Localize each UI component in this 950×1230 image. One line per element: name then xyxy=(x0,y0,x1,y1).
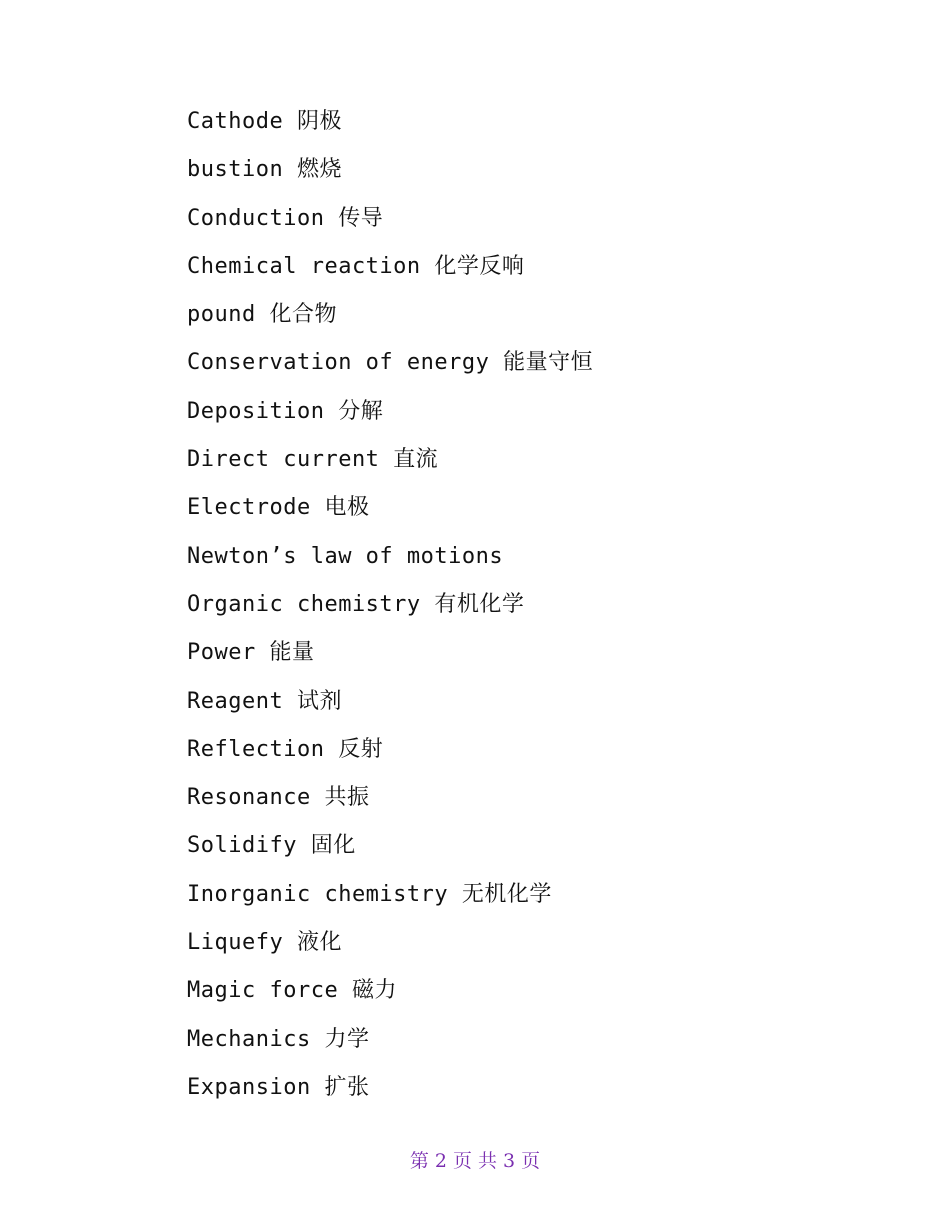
vocab-entry: Liquefy 液化 xyxy=(187,930,342,956)
vocab-entry: Organic chemistry 有机化学 xyxy=(187,591,525,617)
vocab-entry: Newton’s law of motions xyxy=(187,543,504,569)
vocab-entry: Direct current 直流 xyxy=(187,447,439,473)
vocab-entry: Resonance 共振 xyxy=(187,785,370,811)
vocab-entry: Conservation of energy 能量守恒 xyxy=(187,350,594,376)
vocab-entry: Expansion 扩张 xyxy=(187,1074,370,1100)
vocab-entry: Conduction 传导 xyxy=(187,205,384,231)
vocab-entry: Cathode 阴极 xyxy=(187,109,342,134)
vocab-entry: Magic force 磁力 xyxy=(187,978,397,1004)
vocab-entry: Reflection 反射 xyxy=(187,736,384,762)
vocabulary-list xyxy=(187,103,593,1117)
vocab-entry: Electrode 电极 xyxy=(187,495,370,521)
vocab-entry: Deposition 分解 xyxy=(187,398,384,424)
vocab-entry: Inorganic chemistry 无机化学 xyxy=(187,881,552,907)
vocab-entry: Power 能量 xyxy=(187,640,315,666)
vocab-entry: Solidify 固化 xyxy=(187,833,356,859)
vocab-entry: Reagent 试剂 xyxy=(187,688,342,714)
vocab-entry: bustion 燃烧 xyxy=(187,157,342,183)
page-number-footer: 第 2 页 共 3 页 xyxy=(409,1150,541,1172)
vocab-entry: Chemical reaction 化学反响 xyxy=(187,253,525,279)
vocab-entry: Mechanics 力学 xyxy=(187,1026,370,1052)
vocab-entry: pound 化合物 xyxy=(187,302,337,328)
